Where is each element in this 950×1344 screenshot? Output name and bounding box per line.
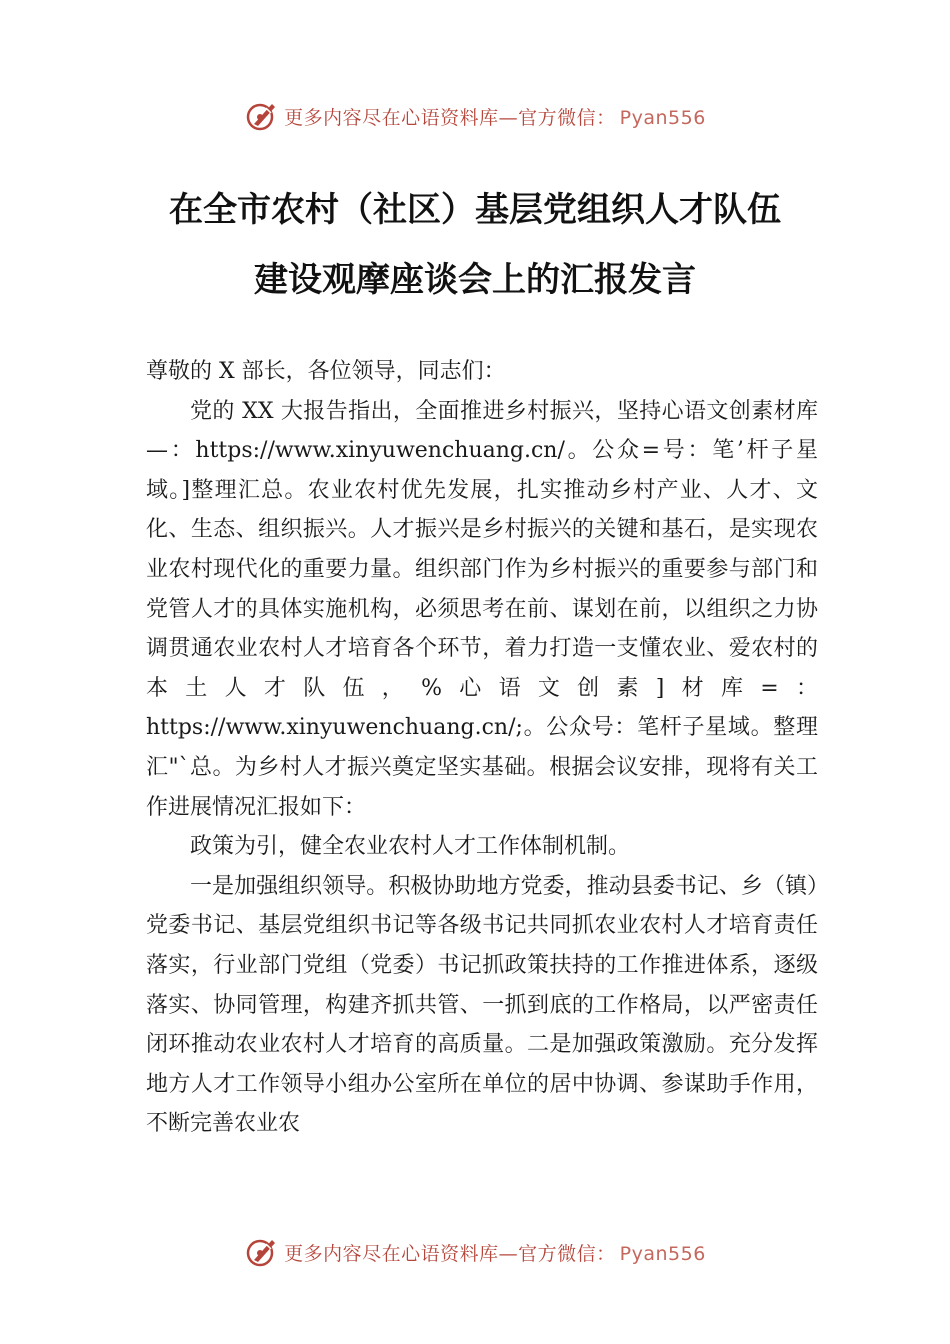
- banner-text: 更多内容尽在心语资料库—官方微信：: [284, 106, 616, 129]
- footer-banner: [0, 1232, 950, 1272]
- document-title-line-2: 建设观摩座谈会上的汇报发言: [254, 260, 696, 300]
- paragraph-1: 党的 XX 大报告指出，全面推进乡村振兴，坚持心语文创素材库—：https://www.xinyuwenchuang.cn/。公众=号：笔’杆子星域。]整理汇总。农业农村优先发展，扎实推动乡村产业、人才、文化、生态、组织振兴。人才振兴是乡村振兴的关键和基石，是实现农业农村现代化的重要力量。组织部门作为乡村振兴的重要参与部门和党管人才的具体实施机构，必须思考在前、谋划在前，以组织之力协调贯通农业农村人才培育各个环节，着力打造一支懂农业、爱农村的本土人才队伍，%心语文创素]材库=：https://www.xinyuwenchuang.cn/;。公众号：笔杆子星域。整理汇"`总。为乡村人才振兴奠定坚实基础。根据会议安排，现将有关工作进展情况汇报如下：: [146, 398, 818, 820]
- quill-logo-icon: [244, 1234, 280, 1270]
- header-banner: [0, 96, 950, 136]
- banner-wechat-id: Pyan556: [619, 1242, 706, 1265]
- banner-wechat-id: Pyan556: [619, 106, 706, 129]
- paragraph-3: 一是加强组织领导。积极协助地方党委，推动县委书记、乡（镇）党委书记、基层党组织书记等各级书记共同抓农业农村人才培育责任落实，行业部门党组（党委）书记抓政策扶持的工作推进体系，逐级落实、协同管理，构建齐抓共管、一抓到底的工作格局，以严密责任闭环推动农业农村人才培育的高质量。二是加强政策激励。充分发挥地方人才工作领导小组办公室所在单位的居中协调、参谋助手作用，不断完善农业农: [146, 873, 818, 1137]
- document-body: [146, 352, 818, 1144]
- salutation: 尊敬的 X 部长，各位领导，同志们：: [146, 359, 506, 384]
- document-title-line-1: 在全市农村（社区）基层党组织人才队伍: [169, 190, 781, 230]
- paragraph-2: 政策为引，健全农业农村人才工作体制机制。: [190, 834, 631, 860]
- banner-text: 更多内容尽在心语资料库—官方微信：: [284, 1242, 616, 1265]
- quill-logo-icon: [244, 98, 280, 134]
